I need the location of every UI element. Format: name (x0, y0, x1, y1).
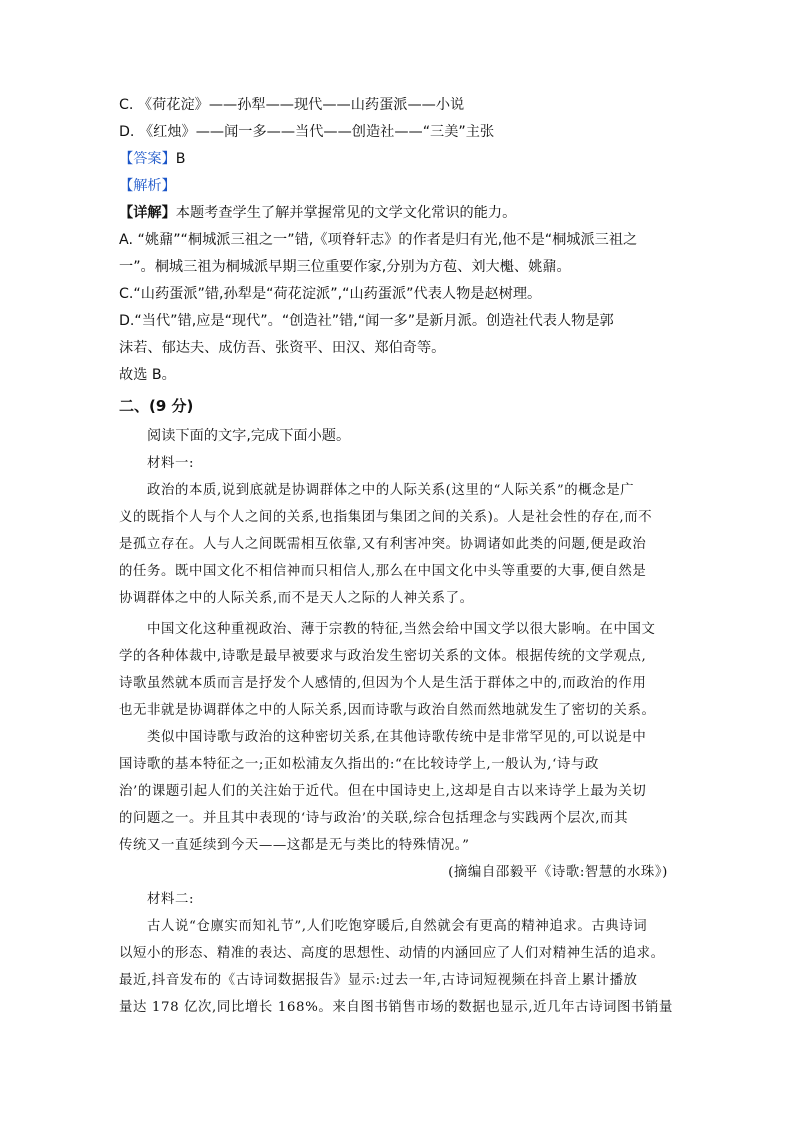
answer-line (119, 149, 186, 169)
material1-line: 的问题之一。并且其中表现的‘诗与政治’的关联,综合包括理念与实践两个层次,而其 (119, 811, 629, 826)
material1-line: 学的各种体裁中,诗歌是最早被要求与政治发生密切关系的文体。根据传统的文学观点, (119, 649, 647, 664)
detail-d-line-2: 沫若、郁达夫、成仿吾、张资平、田汉、郑伯奇等。 (119, 340, 446, 356)
instruction: 阅读下面的文字,完成下面小题。 (147, 428, 351, 444)
option-c: C. 《荷花淀》——孙犁——现代——山药蛋派——小说 (119, 97, 465, 113)
section-heading: 二、(9 分) (119, 397, 194, 415)
detail-d-line-1: D.“当代”错,应是“现代”。“创造社”错,“闻一多”是新月派。创造社代表人物是郭 (119, 313, 614, 329)
material1-line: 政治的本质,说到底就是协调群体之中的人际关系(这里的“人际关系”的概念是广 (147, 483, 635, 498)
material1-line: 协调群体之中的人际关系,而不是天人之际的人神关系了。 (119, 591, 474, 606)
detail-a-line-2: 一”。桐城三祖为桐城派早期三位重要作家,分别为方苞、刘大櫆、姚鼐。 (119, 259, 571, 275)
material2-line: 以短小的形态、精准的表达、高度的思想性、动情的内涵回应了人们对精神生活的追求。 (119, 946, 665, 961)
material1-line: 类似中国诗歌与政治的这种密切关系,在其他诗歌传统中是非常罕见的,可以说是中 (147, 730, 647, 745)
option-d: D. 《红烛》——闻一多——当代——创造社——“三美”主张 (119, 124, 495, 140)
detail-conclusion: 故选 B。 (119, 367, 176, 383)
material1-line: 诗歌虽然就本质而言是抒发个人感情的,但因为个人是生活于群体之中的,而政治的作用 (119, 676, 647, 691)
material1-line: 传统又一直延续到今天——这都是无与类比的特殊情况。” (119, 838, 470, 853)
answer-value: B (175, 151, 186, 167)
material2-label: 材料二: (147, 892, 195, 907)
material2-line: 古人说“仓廪实而知礼节”,人们吃饱穿暖后,自然就会有更高的精神追求。古典诗词 (147, 919, 648, 934)
answer-tag: 【答案】 (119, 151, 176, 167)
detail-c: C.“山药蛋派”错,孙犁是“荷花淀派”,“山药蛋派”代表人物是赵树理。 (119, 286, 542, 302)
material1-line: 的任务。既中国文化不相信神而只相信人,那么在中国文化中头等重要的大事,便自然是 (119, 564, 647, 579)
detail-tag: 【详解】 (119, 205, 176, 221)
material1-line: 是孤立存在。人与人之间既需相互依靠,又有利害冲突。协调诸如此类的问题,便是政治 (119, 537, 647, 552)
material1-line: 治’的课题引起人们的关注始于近代。但在中国诗史上,这却是自古以来诗学上最为关切 (119, 784, 647, 799)
material1-line: 国诗歌的基本特征之一;正如松浦友久指出的:“在比较诗学上,一般认为,‘诗与政 (119, 757, 599, 772)
analysis-tag: 【解析】 (119, 178, 176, 194)
material1-line: 也无非就是协调群体之中的人际关系,因而诗歌与政治自然而然地就发生了密切的关系。 (119, 703, 656, 718)
material1-label: 材料一: (147, 456, 195, 471)
detail-text: 本题考查学生了解并掌握常见的文学文化常识的能力。 (175, 205, 517, 221)
detail-a-line-1: A. “姚鼐”“桐城派三祖之一”错,《项脊轩志》的作者是归有光,他不是“桐城派三祖之 (119, 232, 638, 248)
material2-line: 最近,抖音发布的《古诗词数据报告》显示:过去一年,古诗词短视频在抖音上累计播放 (119, 973, 638, 988)
material2-line: 量达 178 亿次,同比增长 168%。来自图书销售市场的数据也显示,近几年古诗词图书销量 (119, 1000, 674, 1015)
material1-line: 义的既指个人与个人之间的关系,也指集团与集团之间的关系)。人是社会性的存在,而不 (119, 510, 653, 525)
material1-line: 中国文化这种重视政治、薄于宗教的特征,当然会给中国文学以很大影响。在中国文 (147, 622, 656, 637)
detail-intro (119, 203, 516, 223)
material1-source: (摘编自邵毅平《诗歌:智慧的水珠》) (448, 865, 668, 880)
